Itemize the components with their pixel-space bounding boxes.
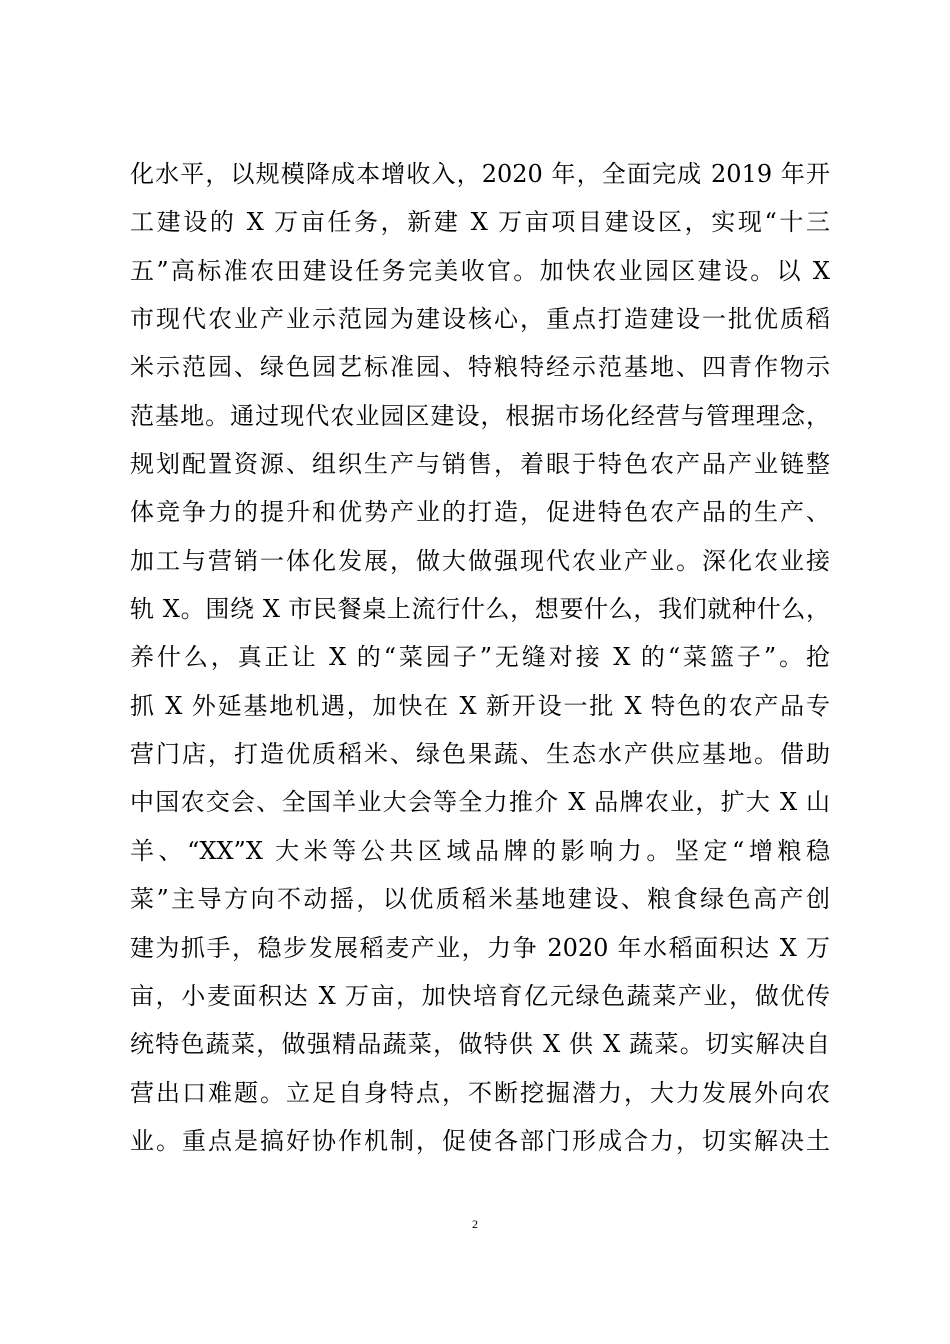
text-line: 抓 X 外延基地机遇，加快在 X 新开设一批 X 特色的农产品专 [130, 691, 830, 720]
page-number: 2 [472, 1217, 478, 1231]
text-line: 工建设的 X 万亩任务，新建 X 万亩项目建设区，实现“十三 [130, 208, 830, 237]
body-paragraph [130, 150, 830, 1165]
text-line: 羊、“XX”X 大米等公共区域品牌的影响力。坚定“增粮稳 [130, 836, 830, 865]
text-line: 轨 X。围绕 X 市民餐桌上流行什么，想要什么，我们就种什么， [130, 595, 830, 624]
text-line: 体竞争力的提升和优势产业的打造，促进特色农产品的生产、 [130, 498, 830, 527]
text-line: 建为抓手，稳步发展稻麦产业，力争 2020 年水稻面积达 X 万 [130, 933, 830, 962]
text-line: 统特色蔬菜，做强精品蔬菜，做特供 X 供 X 蔬菜。切实解决自 [130, 1030, 830, 1059]
text-line: 化水平，以规模降成本增收入，2020 年，全面完成 2019 年开 [130, 160, 830, 188]
text-line: 五”高标准农田建设任务完美收官。加快农业园区建设。以 X [130, 256, 830, 285]
text-line: 规划配置资源、组织生产与销售，着眼于特色农产品产业链整 [130, 450, 830, 479]
text-line: 范基地。通过现代农业园区建设，根据市场化经营与管理理念， [130, 401, 830, 430]
text-line: 中国农交会、全国羊业大会等全力推介 X 品牌农业，扩大 X 山 [130, 788, 830, 817]
text-line: 米示范园、绿色园艺标准园、特粮特经示范基地、四青作物示 [130, 353, 830, 382]
text-line: 养什么，真正让 X 的“菜园子”无缝对接 X 的“菜篮子”。抢 [130, 643, 830, 672]
text-line: 市现代农业产业示范园为建设核心，重点打造建设一批优质稻 [130, 305, 830, 334]
text-line: 业。重点是搞好协作机制，促使各部门形成合力，切实解决土 [130, 1126, 830, 1155]
text-line: 加工与营销一体化发展，做大做强现代农业产业。深化农业接 [130, 546, 830, 575]
text-line: 营出口难题。立足自身特点，不断挖掘潜力，大力发展外向农 [130, 1078, 830, 1107]
text-line: 营门店，打造优质稻米、绿色果蔬、生态水产供应基地。借助 [130, 740, 830, 769]
text-line: 亩，小麦面积达 X 万亩，加快培育亿元绿色蔬菜产业，做优传 [130, 981, 830, 1010]
text-line: 菜”主导方向不动摇，以优质稻米基地建设、粮食绿色高产创 [130, 885, 830, 914]
